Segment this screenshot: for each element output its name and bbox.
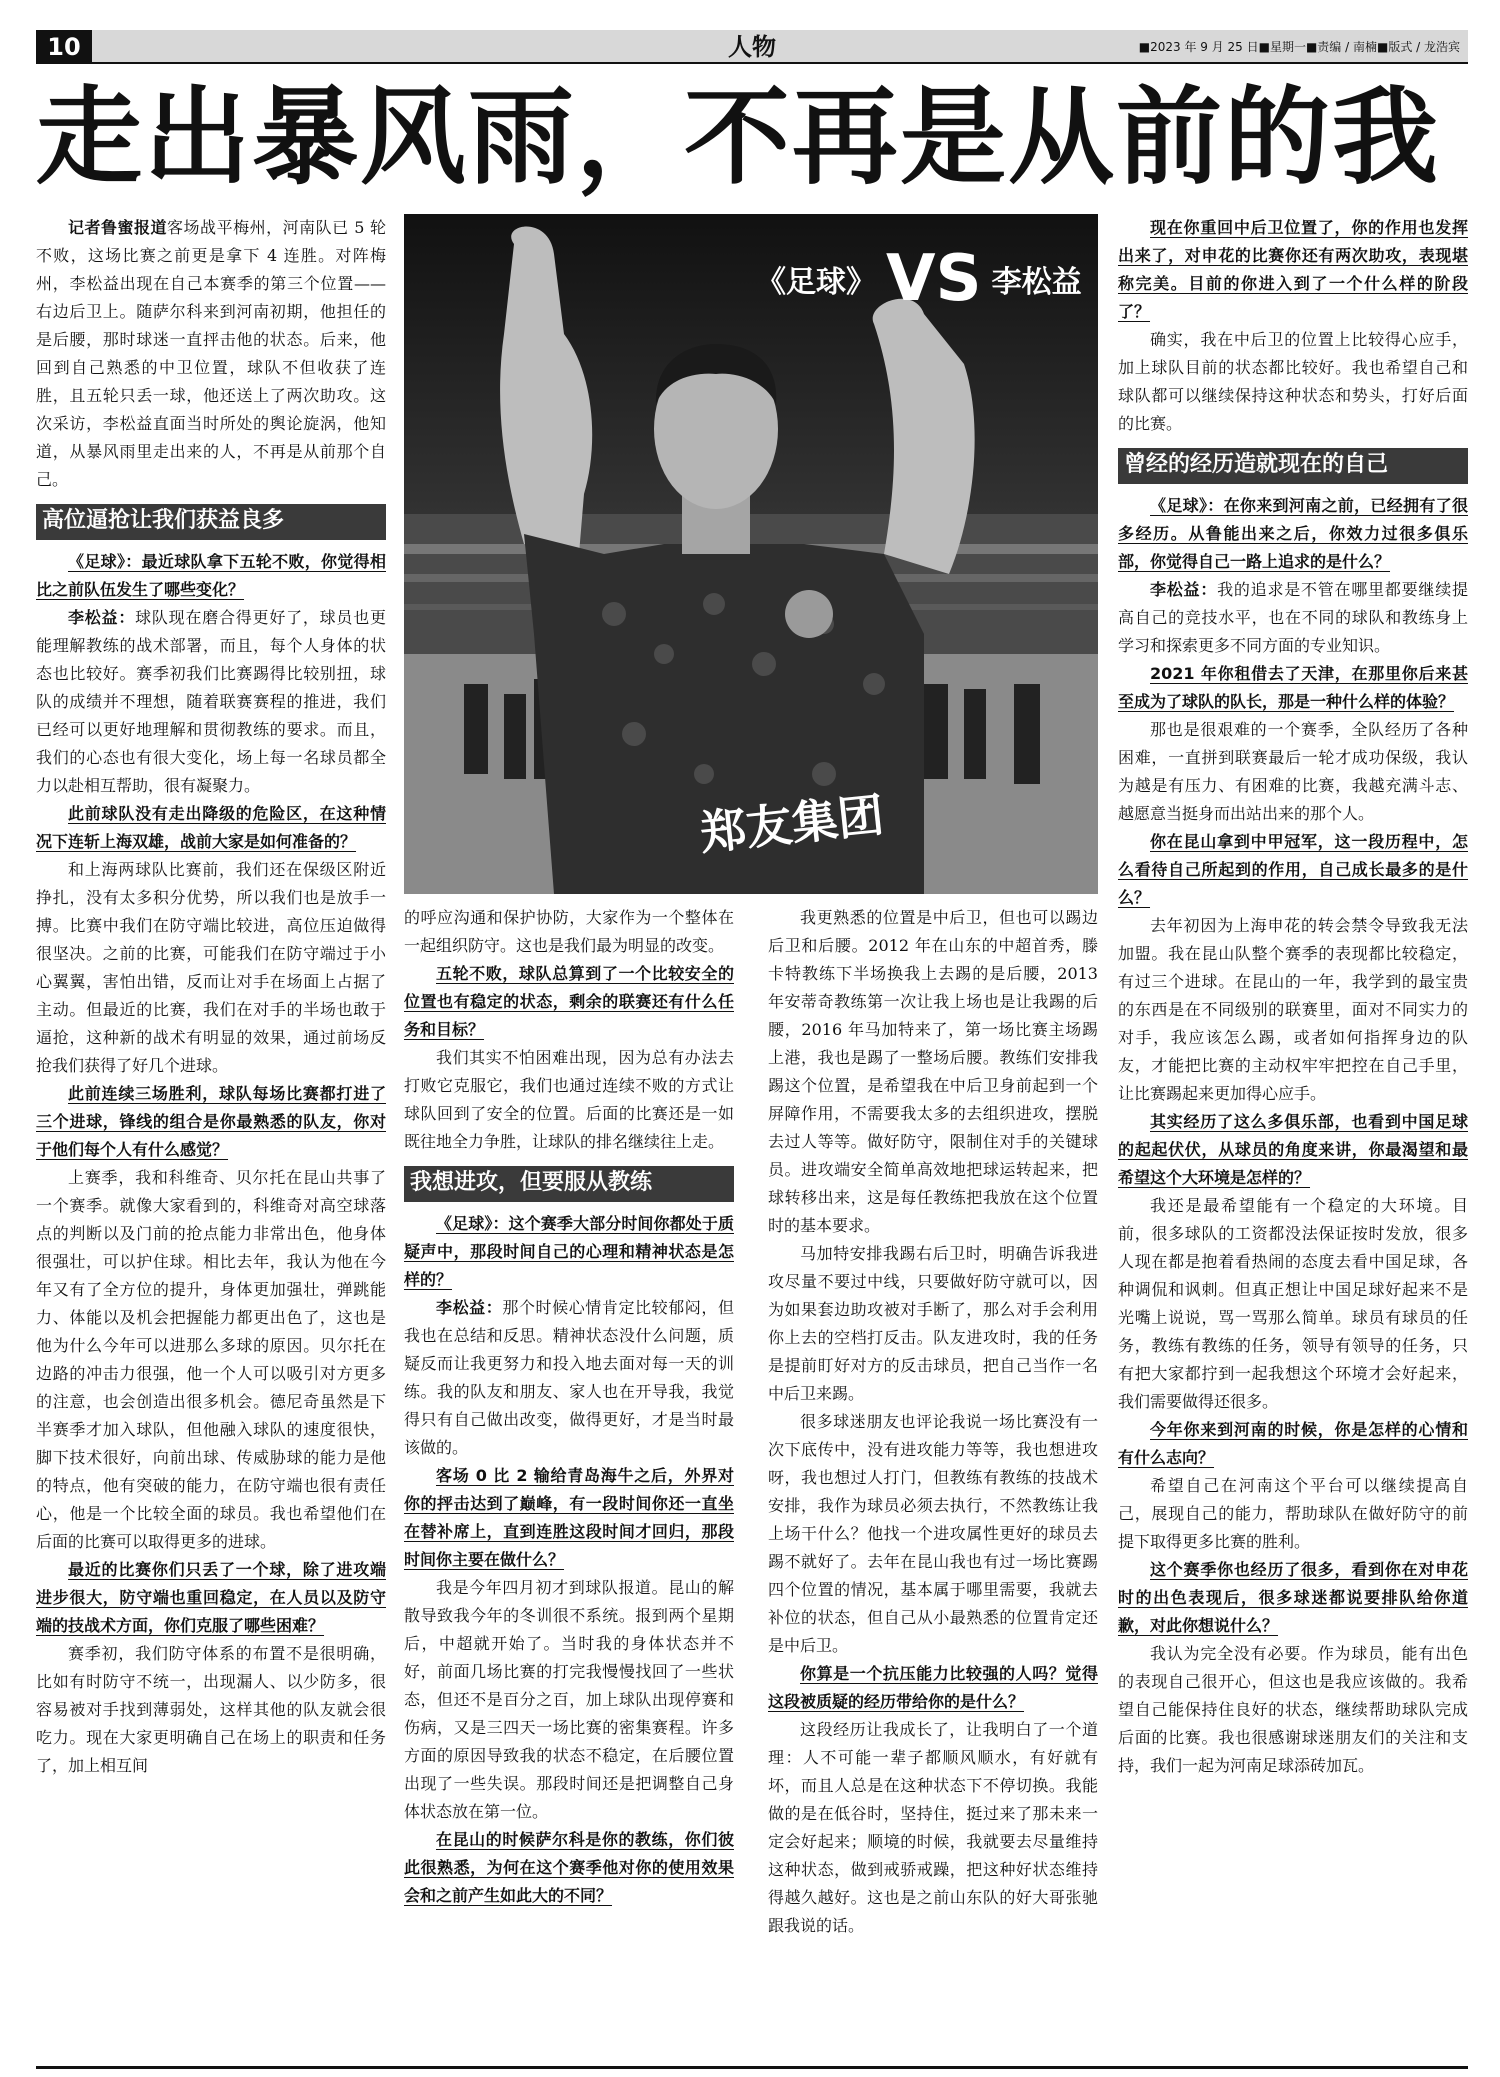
answer: 这段经历让我成长了，让我明白了一个道理：人不可能一辈子都顺风顺水，有好就有坏，而且人总是在这种状态下不停切换。我能做的是在低谷时，坚持住，挺过来了那未来一定会好起来；顺境的时候，我就要去尽量维持这种状态，做到戒骄戒躁，把这种好状态维持得越久越好。这也是之前山东队的好大哥张驰跟我说的话。 (768, 1720, 1098, 1935)
answer: 我认为完全没有必要。作为球员，能有出色的表现自己很开心，但这也是我应该做的。我希望自己能保持住良好的状态，继续帮助球队完成后面的比赛。我也很感谢球迷朋友们的关注和支持，我们一起为河南足球添砖加瓦。 (1118, 1644, 1468, 1775)
photo-title-right: 李松益 (991, 265, 1082, 300)
question: 五轮不败，球队总算到了一个比较安全的位置也有稳定的状态，剩余的联赛还有什么任务和目标？ (404, 964, 734, 1039)
subhead-2: 我想进攻，但要服从教练 (404, 1166, 734, 1202)
subhead-1: 高位逼抢让我们获益良多 (36, 504, 386, 540)
question: 现在你重回中后卫位置了，你的作用也发挥出来了，对申花的比赛你还有两次助攻，表现堪称完美。目前的你进入到了一个什么样的阶段了？ (1118, 218, 1468, 321)
answer: 很多球迷朋友也评论我说一场比赛没有一次下底传中，没有进攻能力等等，我也想进攻呀，我也想过人打门，但教练有教练的技战术安排，我作为球员必须去执行，不然教练让我上场干什么？他找一个进攻属性更好的球员去踢不就好了。去年在昆山我也有过一场比赛踢四个位置的情况，基本属于哪里需要，我就去补位的状态，但自己从小最熟悉的位置肯定还是中后卫。 (768, 1412, 1098, 1655)
question: 此前连续三场胜利，球队每场比赛都打进了三个进球，锋线的组合是你最熟悉的队友，你对于他们每个人有什么感觉？ (36, 1084, 386, 1159)
answer: 李松益：球队现在磨合得更好了，球员也更能理解教练的战术部署，而且，每个人身体的状态也比较好。赛季初我们比赛踢得比较别扭，球队的成绩并不理想，随着联赛赛程的推进，我们已经可以更好地理解和贯彻教练的要求。而且，我们的心态也有很大变化，场上每一名球员都全力以赴相互帮助，很有凝聚力。 (36, 608, 386, 795)
question: 你在昆山拿到中甲冠军，这一段历程中，怎么看待自己所起到的作用，自己成长最多的是什么？ (1118, 832, 1468, 907)
question: 在昆山的时候萨尔科是你的教练，你们彼此很熟悉，为何在这个赛季他对你的使用效果会和之前产生如此大的不同？ (404, 1830, 734, 1905)
photo-title-vs: VS (886, 242, 982, 316)
photo-title-left: 《足球》 (756, 265, 876, 300)
photo-illustration (404, 214, 1098, 894)
question: 客场 0 比 2 输给青岛海牛之后，外界对你的抨击达到了巅峰，有一段时间你还一直坐在替补席上，直到连胜这段时间才回归，那段时间你主要在做什么？ (404, 1466, 734, 1569)
subhead-3: 曾经的经历造就现在的自己 (1118, 448, 1468, 484)
column-4 (1118, 214, 1468, 2060)
answer: 去年初因为上海申花的转会禁令导致我无法加盟。我在昆山队整个赛季的表现都比较稳定，有过三个进球。在昆山的一年，我学到的最宝贵的东西是在不同级别的联赛里，面对不同实力的对手，我应该怎么踢，或者如何指挥身边的队友，才能把比赛的主动权牢牢把控在自己手里，让比赛踢起来更加得心应手。 (1118, 916, 1468, 1103)
answer: 我是今年四月初才到球队报道。昆山的解散导致我今年的冬训很不系统。报到两个星期后，中超就开始了。当时我的身体状态并不好，前面几场比赛的打完我慢慢找回了一些状态，但还不是百分之百，加上球队出现停赛和伤病，又是三四天一场比赛的密集赛程。许多方面的原因导致我的状态不稳定，在后腰位置出现了一些失误。那段时间还是把调整自己身体状态放在第一位。 (404, 1578, 734, 1821)
answer: 那也是很艰难的一个赛季，全队经历了各种困难，一直拼到联赛最后一轮才成功保级，我认为越是有压力、有困难的比赛，我越充满斗志、越愿意当挺身而出站出来的那个人。 (1118, 720, 1468, 823)
dateline: ■2023 年 9 月 25 日■星期一■责编 / 南楠■版式 / 龙浩宾 (1138, 40, 1460, 54)
answer: 希望自己在河南这个平台可以继续提高自己，展现自己的能力，帮助球队在做好防守的前提下取得更多比赛的胜利。 (1118, 1476, 1468, 1551)
lead-paragraph: 记者鲁蜜报道客场战平梅州，河南队已 5 轮不败，这场比赛之前更是拿下 4 连胜。对阵梅州，李松益出现在自己本赛季的第三个位置——右边后卫上。随萨尔科来到河南初期，他担任的是后腰，那时球迷一直抨击他的状态。后来，他回到自己熟悉的中卫位置，球队不但收获了连胜，且五轮只丢一球，他还送上了两次助攻。这次采访，李松益直面当时所处的舆论旋涡，他知道，从暴风雨里走出来的人，不再是从前那个自己。 (36, 218, 386, 489)
section-title: 人物 (728, 33, 776, 61)
answer: 李松益：那个时候心情肯定比较郁闷，但我也在总结和反思。精神状态没什么问题，质疑反而让我更努力和投入地去面对每一天的训练。我的队友和朋友、家人也在开导我，我觉得只有自己做出改变，做得更好，才是当时最该做的。 (404, 1298, 734, 1457)
photo-title (756, 242, 1082, 316)
answer: 确实，我在中后卫的位置上比较得心应手，加上球队目前的状态都比较好。我也希望自己和球队都可以继续保持这种状态和势头，打好后面的比赛。 (1118, 330, 1468, 433)
question: 《足球》：在你来到河南之前，已经拥有了很多经历。从鲁能出来之后，你效力过很多俱乐部，你觉得自己一路上追求的是什么？ (1118, 496, 1468, 571)
question: 最近的比赛你们只丢了一个球，除了进攻端进步很大，防守端也重回稳定，在人员以及防守端的技战术方面，你们克服了哪些困难？ (36, 1560, 386, 1635)
question: 其实经历了这么多俱乐部，也看到中国足球的起起伏伏，从球员的角度来讲，你最渴望和最希望这个大环境是怎样的？ (1118, 1112, 1468, 1187)
question: 你算是一个抗压能力比较强的人吗？觉得这段被质疑的经历带给你的是什么？ (768, 1664, 1098, 1711)
answer: 我更熟悉的位置是中后卫，但也可以踢边后卫和后腰。2012 年在山东的中超首秀，滕卡特教练下半场换我上去踢的是后腰，2013 年安蒂奇教练第一次让我上场也是让我踢的后腰，2016 年马加特来了，第一场比赛主场踢上港，我也是踢了一整场后腰。教练们安排我踢这个位置，是希望我在中后卫身前起到一个屏障作用，不需要我太多的去组织进攻，摆脱去过人等等。做好防守，限制住对手的关键球员。进攻端安全简单高效地把球运转起来，把球转移出来，这是每任教练把我放在这个位置时的基本要求。 (768, 908, 1098, 1235)
answer: 我还是最希望能有一个稳定的大环境。目前，很多球队的工资都没法保证按时发放，很多人现在都是抱着看热闹的态度去看中国足球，各种调侃和讽刺。但真正想让中国足球好起来不是光嘴上说说，骂一骂那么简单。球员有球员的任务，教练有教练的任务，领导有领导的任务，只有把大家都拧到一起我想这个环境才会好起来，我们需要做得还很多。 (1118, 1196, 1468, 1411)
player-photo (404, 214, 1098, 894)
byline: 记者鲁蜜报道 (68, 218, 168, 237)
masthead-bar (36, 30, 1468, 64)
answer: 赛季初，我们防守体系的布置不是很明确，比如有时防守不统一，出现漏人、以少防多，很容易被对手找到薄弱处，这样其他的队友就会很吃力。现在大家更明确自己在场上的职责和任务了，加上相互间 (36, 1644, 386, 1775)
question: 今年你来到河南的时候，你是怎样的心情和有什么志向？ (1118, 1420, 1468, 1467)
column-2 (404, 904, 734, 2060)
column-3 (768, 904, 1098, 2060)
question: 《足球》：最近球队拿下五轮不败，你觉得相比之前队伍发生了哪些变化？ (36, 552, 386, 599)
question: 2021 年你租借去了天津，在那里你后来甚至成为了球队的队长，那是一种什么样的体验？ (1118, 664, 1468, 711)
column-1 (36, 214, 386, 2060)
page-number: 10 (36, 30, 92, 64)
answer: 我们其实不怕困难出现，因为总有办法去打败它克服它，我们也通过连续不败的方式让球队回到了安全的位置。后面的比赛还是一如既往地全力争胜，让球队的排名继续往上走。 (404, 1048, 734, 1151)
question: 《足球》：这个赛季大部分时间你都处于质疑声中，那段时间自己的心理和精神状态是怎样的？ (404, 1214, 734, 1289)
question: 此前球队没有走出降级的危险区，在这种情况下连斩上海双雄，战前大家是如何准备的？ (36, 804, 386, 851)
question: 这个赛季你也经历了很多，看到你在对申花时的出色表现后，很多球迷都说要排队给你道歉，对此你想说什么？ (1118, 1560, 1468, 1635)
answer: 上赛季，我和科维奇、贝尔托在昆山共事了一个赛季。就像大家看到的，科维奇对高空球落点的判断以及门前的抢点能力非常出色，他身体很强壮，可以护住球。相比去年，我认为他在今年又有了全方位的提升，身体更加强壮，弹跳能力、体能以及机会把握能力都更出色了，这也是他为什么今年可以进那么多球的原因。贝尔托在边路的冲击力很强，他一个人可以吸引对方更多的注意，也会创造出很多机会。德尼奇虽然是下半赛季才加入球队，但他融入球队的速度很快，脚下技术很好，向前出球、传威胁球的能力是他的特点，他有突破的能力，在防守端也很有责任心，他是一个比较全面的球员。我也希望他们在后面的比赛可以取得更多的进球。 (36, 1168, 386, 1551)
answer: 马加特安排我踢右后卫时，明确告诉我进攻尽量不要过中线，只要做好防守就可以，因为如果套边助攻被对手断了，那么对手会利用你上去的空档打反击。队友进攻时，我的任务是提前盯好对方的反击球员，把自己当作一名中后卫来踢。 (768, 1244, 1098, 1403)
jersey-text: 郑友集团 (697, 787, 887, 861)
bottom-rule (36, 2066, 1468, 2069)
answer: 李松益：我的追求是不管在哪里都要继续提高自己的竞技水平，也在不同的球队和教练身上学习和探索更多不同方面的专业知识。 (1118, 580, 1468, 655)
headline: 走出暴风雨，不再是从前的我 (36, 76, 1440, 199)
answer-continued: 的呼应沟通和保护协防，大家作为一个整体在一起组织防守。这也是我们最为明显的改变。 (404, 908, 734, 955)
answer: 和上海两球队比赛前，我们还在保级区附近挣扎，没有太多积分优势，所以我们也是放手一搏。比赛中我们在防守端比较进，高位压迫做得很坚决。之前的比赛，可能我们在防守端过于小心翼翼，害怕出错，反而让对手在场面上占据了主动。但最近的比赛，我们在对手的半场也敢于逼抢，这种新的战术有明显的效果，通过前场反抢我们获得了好几个进球。 (36, 860, 386, 1075)
